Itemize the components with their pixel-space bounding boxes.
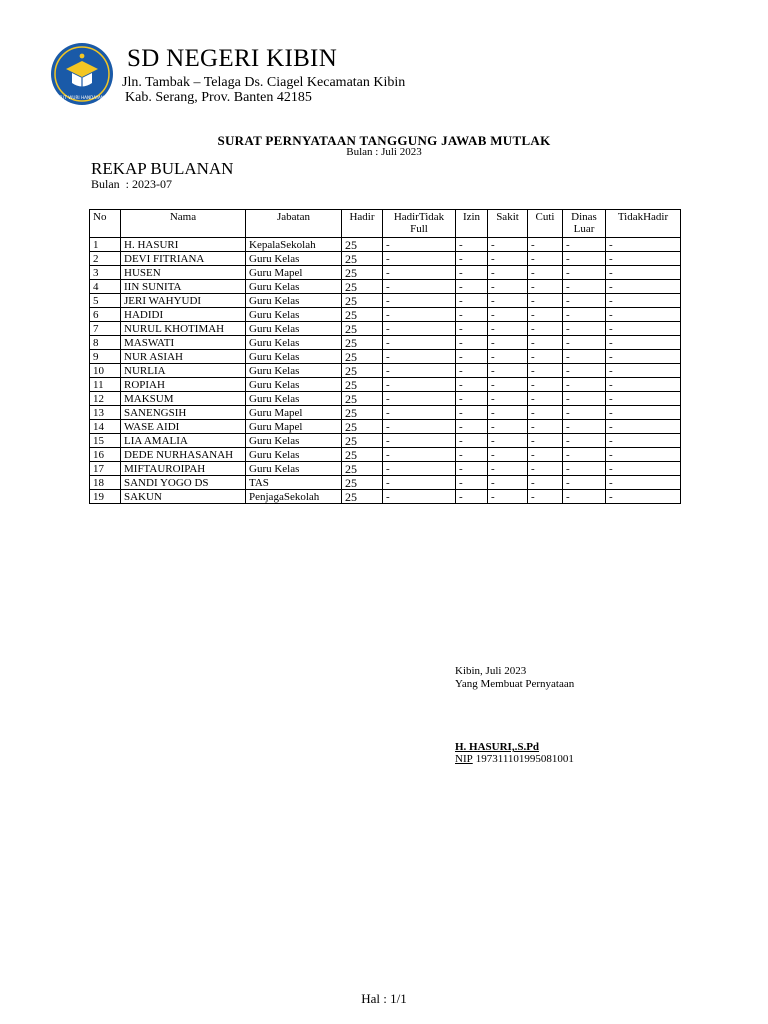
cell-jabatan: Guru Kelas [246,364,342,378]
cell-izin: - [456,448,488,462]
cell-sakit: - [488,294,528,308]
cell-no: 3 [90,266,121,280]
cell-izin: - [456,266,488,280]
cell-nama: MAKSUM [121,392,246,406]
cell-tidak-hadir: - [606,308,681,322]
column-header: HadirTidak Full [383,210,456,238]
cell-hadir-tidak-full: - [383,434,456,448]
cell-cuti: - [528,336,563,350]
table-row [90,336,681,350]
cell-no: 7 [90,322,121,336]
school-address-line-2: Kab. Serang, Prov. Banten 42185 [125,90,312,105]
cell-nama: SAKUN [121,490,246,504]
cell-no: 18 [90,476,121,490]
cell-no: 1 [90,238,121,252]
cell-dinas-luar: - [563,350,606,364]
cell-no: 17 [90,462,121,476]
table-row [90,392,681,406]
table-row [90,252,681,266]
school-name: SD NEGERI KIBIN [127,45,338,72]
cell-dinas-luar: - [563,336,606,350]
table-row [90,462,681,476]
cell-nama: DEVI FITRIANA [121,252,246,266]
page-number: Hal : 1/1 [361,991,407,1006]
cell-hadir-tidak-full: - [383,490,456,504]
cell-no: 11 [90,378,121,392]
cell-hadir: 25 [342,406,383,420]
cell-dinas-luar: - [563,364,606,378]
table-row [90,434,681,448]
cell-no: 9 [90,350,121,364]
cell-izin: - [456,294,488,308]
cell-tidak-hadir: - [606,476,681,490]
cell-sakit: - [488,490,528,504]
cell-jabatan: Guru Kelas [246,434,342,448]
cell-sakit: - [488,406,528,420]
nip-value: 197311101995081001 [475,753,574,765]
cell-sakit: - [488,322,528,336]
cell-cuti: - [528,294,563,308]
cell-tidak-hadir: - [606,434,681,448]
cell-nama: JERI WAHYUDI [121,294,246,308]
table-row [90,322,681,336]
cell-hadir: 25 [342,420,383,434]
cell-izin: - [456,420,488,434]
cell-tidak-hadir: - [606,364,681,378]
signature-place-date: Kibin, Juli 2023 [455,665,527,677]
cell-sakit: - [488,420,528,434]
cell-hadir-tidak-full: - [383,476,456,490]
cell-sakit: - [488,448,528,462]
table-row [90,490,681,504]
cell-hadir-tidak-full: - [383,392,456,406]
cell-hadir-tidak-full: - [383,448,456,462]
cell-dinas-luar: - [563,280,606,294]
table-body [90,238,681,504]
cell-no: 15 [90,434,121,448]
cell-izin: - [456,378,488,392]
cell-no: 2 [90,252,121,266]
cell-hadir: 25 [342,490,383,504]
cell-cuti: - [528,434,563,448]
cell-nama: HUSEN [121,266,246,280]
table-row [90,294,681,308]
school-logo [50,42,114,106]
cell-tidak-hadir: - [606,448,681,462]
cell-cuti: - [528,364,563,378]
cell-hadir: 25 [342,336,383,350]
cell-no: 4 [90,280,121,294]
cell-sakit: - [488,336,528,350]
cell-hadir: 25 [342,462,383,476]
cell-sakit: - [488,392,528,406]
cell-izin: - [456,280,488,294]
cell-tidak-hadir: - [606,280,681,294]
cell-hadir: 25 [342,322,383,336]
cell-izin: - [456,490,488,504]
column-header: Sakit [488,210,528,238]
cell-jabatan: Guru Mapel [246,420,342,434]
cell-jabatan: Guru Kelas [246,294,342,308]
cell-izin: - [456,462,488,476]
cell-sakit: - [488,350,528,364]
cell-hadir-tidak-full: - [383,336,456,350]
cell-dinas-luar: - [563,378,606,392]
cell-hadir: 25 [342,266,383,280]
cell-nama: IIN SUNITA [121,280,246,294]
cell-hadir-tidak-full: - [383,378,456,392]
cell-hadir-tidak-full: - [383,252,456,266]
cell-izin: - [456,364,488,378]
column-header: Nama [121,210,246,238]
cell-nama: MASWATI [121,336,246,350]
cell-nama: SANDI YOGO DS [121,476,246,490]
cell-jabatan: Guru Mapel [246,406,342,420]
cell-sakit: - [488,238,528,252]
cell-cuti: - [528,420,563,434]
cell-hadir-tidak-full: - [383,238,456,252]
cell-nama: HADIDI [121,308,246,322]
rekap-month-label: Bulan [91,177,120,191]
cell-sakit: - [488,280,528,294]
cell-sakit: - [488,364,528,378]
column-header: Hadir [342,210,383,238]
cell-nama: SANENGSIH [121,406,246,420]
cell-jabatan: Guru Kelas [246,378,342,392]
cell-tidak-hadir: - [606,322,681,336]
cell-cuti: - [528,462,563,476]
cell-izin: - [456,238,488,252]
cell-tidak-hadir: - [606,490,681,504]
cell-dinas-luar: - [563,392,606,406]
cell-cuti: - [528,490,563,504]
table-row [90,350,681,364]
cell-jabatan: Guru Kelas [246,392,342,406]
cell-cuti: - [528,322,563,336]
cell-dinas-luar: - [563,322,606,336]
table-row [90,308,681,322]
rekap-title: REKAP BULANAN [91,159,234,178]
cell-jabatan: TAS [246,476,342,490]
cell-hadir: 25 [342,252,383,266]
cell-izin: - [456,406,488,420]
cell-jabatan: Guru Mapel [246,266,342,280]
table-row [90,448,681,462]
cell-dinas-luar: - [563,266,606,280]
cell-cuti: - [528,406,563,420]
cell-izin: - [456,252,488,266]
cell-izin: - [456,336,488,350]
school-address-line-1: Jln. Tambak – Telaga Ds. Ciagel Kecamatan Kibin [122,75,406,90]
cell-sakit: - [488,252,528,266]
cell-tidak-hadir: - [606,266,681,280]
cell-hadir-tidak-full: - [383,280,456,294]
cell-hadir: 25 [342,434,383,448]
cell-dinas-luar: - [563,490,606,504]
signature-name: H. HASURI,.S.Pd [455,741,540,753]
cell-sakit: - [488,266,528,280]
cell-sakit: - [488,378,528,392]
cell-dinas-luar: - [563,308,606,322]
table-row [90,364,681,378]
cell-nama: NURLIA [121,364,246,378]
cell-hadir-tidak-full: - [383,350,456,364]
column-header: TidakHadir [606,210,681,238]
cell-cuti: - [528,252,563,266]
cell-dinas-luar: - [563,420,606,434]
cell-izin: - [456,392,488,406]
cell-izin: - [456,434,488,448]
cell-cuti: - [528,280,563,294]
cell-cuti: - [528,238,563,252]
cell-no: 14 [90,420,121,434]
cell-dinas-luar: - [563,252,606,266]
column-header: Izin [456,210,488,238]
table-row [90,266,681,280]
cell-tidak-hadir: - [606,294,681,308]
cell-izin: - [456,322,488,336]
cell-sakit: - [488,462,528,476]
cell-tidak-hadir: - [606,350,681,364]
cell-hadir: 25 [342,364,383,378]
cell-dinas-luar: - [563,476,606,490]
rekap-month [91,177,172,191]
cell-jabatan: KepalaSekolah [246,238,342,252]
cell-tidak-hadir: - [606,406,681,420]
cell-jabatan: Guru Kelas [246,308,342,322]
cell-nama: MIFTAUROIPAH [121,462,246,476]
column-header: Jabatan [246,210,342,238]
cell-jabatan: Guru Kelas [246,462,342,476]
cell-sakit: - [488,308,528,322]
document-title: SURAT PERNYATAAN TANGGUNG JAWAB MUTLAK [217,133,551,148]
cell-hadir: 25 [342,280,383,294]
cell-nama: H. HASURI [121,238,246,252]
cell-cuti: - [528,476,563,490]
signature-role: Yang Membuat Pernyataan [455,678,575,690]
cell-jabatan: Guru Kelas [246,448,342,462]
cell-no: 8 [90,336,121,350]
cell-hadir-tidak-full: - [383,266,456,280]
cell-cuti: - [528,378,563,392]
column-header: No [90,210,121,238]
cell-hadir: 25 [342,378,383,392]
cell-nama: NURUL KHOTIMAH [121,322,246,336]
cell-tidak-hadir: - [606,392,681,406]
cell-no: 10 [90,364,121,378]
cell-jabatan: PenjagaSekolah [246,490,342,504]
cell-nama: LIA AMALIA [121,434,246,448]
cell-nama: DEDE NURHASANAH [121,448,246,462]
cell-hadir-tidak-full: - [383,420,456,434]
cell-no: 13 [90,406,121,420]
svg-text:TUT WURI HANDAYANI: TUT WURI HANDAYANI [58,95,106,100]
cell-hadir: 25 [342,238,383,252]
cell-cuti: - [528,266,563,280]
cell-dinas-luar: - [563,238,606,252]
document-period: Bulan : Juli 2023 [346,146,422,158]
table-row [90,378,681,392]
cell-cuti: - [528,308,563,322]
table-header-row [90,210,681,238]
attendance-table [89,209,681,504]
cell-nama: ROPIAH [121,378,246,392]
cell-dinas-luar: - [563,294,606,308]
cell-cuti: - [528,350,563,364]
table-row [90,476,681,490]
cell-cuti: - [528,448,563,462]
cell-hadir-tidak-full: - [383,364,456,378]
cell-hadir-tidak-full: - [383,406,456,420]
cell-jabatan: Guru Kelas [246,280,342,294]
cell-tidak-hadir: - [606,336,681,350]
cell-tidak-hadir: - [606,378,681,392]
cell-hadir: 25 [342,308,383,322]
cell-tidak-hadir: - [606,462,681,476]
cell-nama: NUR ASIAH [121,350,246,364]
cell-jabatan: Guru Kelas [246,350,342,364]
cell-sakit: - [488,434,528,448]
nip-label: NIP [455,753,473,765]
cell-hadir: 25 [342,476,383,490]
cell-nama: WASE AIDI [121,420,246,434]
cell-dinas-luar: - [563,448,606,462]
cell-dinas-luar: - [563,434,606,448]
cell-hadir-tidak-full: - [383,322,456,336]
cell-jabatan: Guru Kelas [246,336,342,350]
table-row [90,238,681,252]
cell-sakit: - [488,476,528,490]
cell-tidak-hadir: - [606,420,681,434]
rekap-month-value: : 2023-07 [125,177,173,191]
cell-no: 6 [90,308,121,322]
cell-dinas-luar: - [563,462,606,476]
cell-izin: - [456,476,488,490]
cell-no: 5 [90,294,121,308]
cell-jabatan: Guru Kelas [246,252,342,266]
cell-hadir-tidak-full: - [383,308,456,322]
cell-tidak-hadir: - [606,238,681,252]
cell-no: 19 [90,490,121,504]
cell-hadir: 25 [342,350,383,364]
cell-izin: - [456,308,488,322]
cell-hadir-tidak-full: - [383,462,456,476]
cell-tidak-hadir: - [606,252,681,266]
cell-hadir: 25 [342,392,383,406]
column-header: Dinas Luar [563,210,606,238]
cell-jabatan: Guru Kelas [246,322,342,336]
table-row [90,420,681,434]
column-header: Cuti [528,210,563,238]
cell-cuti: - [528,392,563,406]
signature-nip [455,753,574,766]
table-row [90,280,681,294]
cell-no: 16 [90,448,121,462]
cell-hadir: 25 [342,448,383,462]
cell-izin: - [456,350,488,364]
cell-hadir-tidak-full: - [383,294,456,308]
table-row [90,406,681,420]
cell-hadir: 25 [342,294,383,308]
cell-dinas-luar: - [563,406,606,420]
cell-no: 12 [90,392,121,406]
